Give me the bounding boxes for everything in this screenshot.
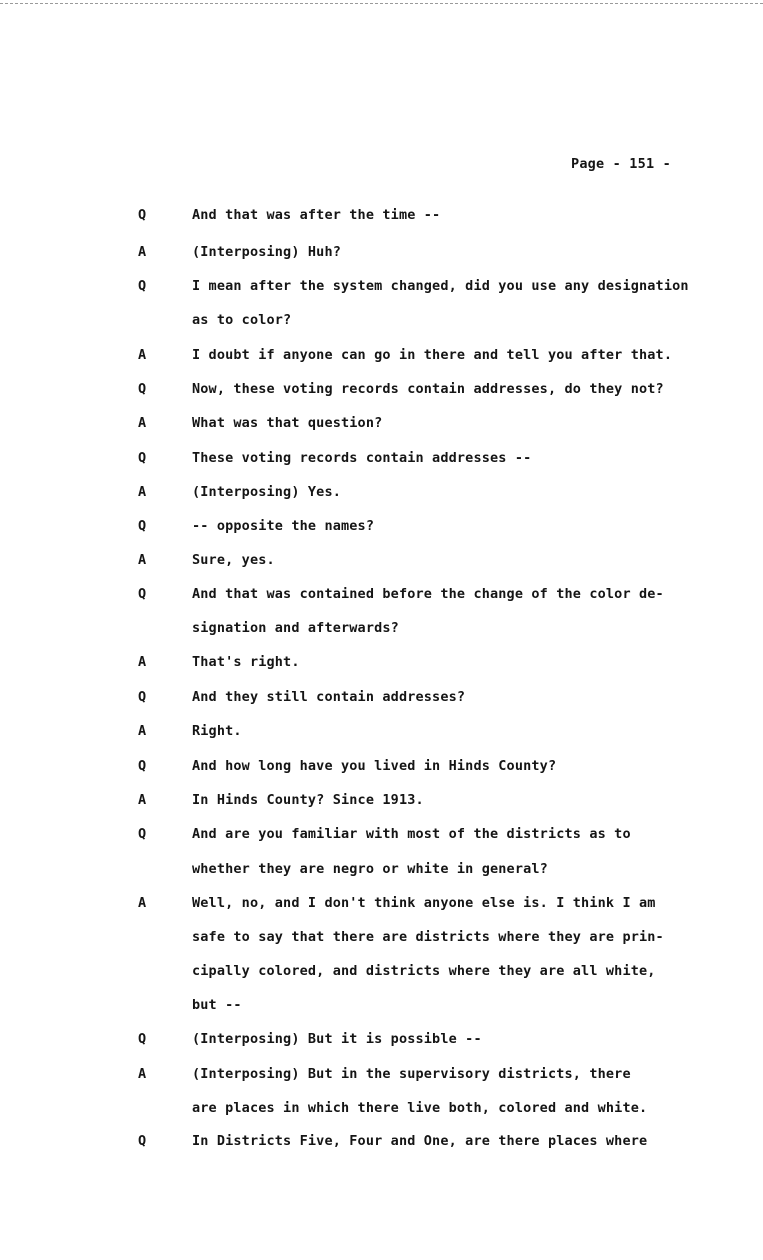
speaker-label: A [138,723,147,739]
speaker-label: A [138,895,147,911]
line-text: I mean after the system changed, did you use any designation [192,278,689,294]
speaker-label: Q [138,689,147,705]
speaker-label: Q [138,826,147,842]
line-text: Sure, yes. [192,552,275,568]
page-number: Page - 151 - [571,156,671,172]
transcript-line [0,242,763,262]
speaker-label: A [138,415,147,431]
speaker-label: Q [138,450,147,466]
transcript-line [0,1064,763,1084]
speaker-label: Q [138,381,147,397]
transcript-line [0,618,763,638]
transcript-line [0,584,763,604]
speaker-label: A [138,347,147,363]
speaker-label: A [138,792,147,808]
top-edge-rule [0,3,763,4]
transcript-line [0,276,763,296]
line-text: In Hinds County? Since 1913. [192,792,424,808]
line-text: (Interposing) Yes. [192,484,341,500]
line-text: And that was contained before the change of the color de- [192,586,664,602]
transcript-line [0,1029,763,1049]
line-text: Right. [192,723,242,739]
line-text: And they still contain addresses? [192,689,466,705]
line-text: as to color? [192,312,292,328]
speaker-label: Q [138,278,147,294]
line-text: And how long have you lived in Hinds County? [192,758,557,774]
speaker-label: Q [138,758,147,774]
transcript-line [0,205,763,225]
line-text: What was that question? [192,415,383,431]
line-text: are places in which there live both, colored and white. [192,1100,648,1116]
transcript-line [0,756,763,776]
line-text: whether they are negro or white in general? [192,861,548,877]
transcript-line [0,859,763,879]
line-text: I doubt if anyone can go in there and tell you after that. [192,347,673,363]
transcript-line [0,550,763,570]
speaker-label: A [138,654,147,670]
line-text: In Districts Five, Four and One, are there places where [192,1133,648,1149]
line-text: signation and afterwards? [192,620,399,636]
line-text: (Interposing) But in the supervisory districts, there [192,1066,631,1082]
transcript-line [0,961,763,981]
line-text: cipally colored, and districts where they are all white, [192,963,656,979]
line-text: (Interposing) But it is possible -- [192,1031,482,1047]
line-text: Well, no, and I don't think anyone else is. I think I am [192,895,656,911]
line-text: but -- [192,997,242,1013]
transcript-line [0,652,763,672]
line-text: -- opposite the names? [192,518,375,534]
transcript-line [0,448,763,468]
transcript-line [0,310,763,330]
line-text: Now, these voting records contain addresses, do they not? [192,381,664,397]
transcript-line [0,687,763,707]
transcript-line [0,721,763,741]
transcript-line [0,1098,763,1118]
line-text: safe to say that there are districts where they are prin- [192,929,664,945]
speaker-label: Q [138,1133,147,1149]
transcript-line [0,995,763,1015]
line-text: These voting records contain addresses -- [192,450,532,466]
transcript-line [0,516,763,536]
transcript-line [0,893,763,913]
transcript-line [0,824,763,844]
speaker-label: Q [138,207,147,223]
line-text: And are you familiar with most of the districts as to [192,826,631,842]
speaker-label: Q [138,518,147,534]
line-text: And that was after the time -- [192,207,441,223]
transcript-line [0,790,763,810]
transcript-line [0,927,763,947]
speaker-label: A [138,552,147,568]
speaker-label: A [138,244,147,260]
speaker-label: Q [138,586,147,602]
speaker-label: Q [138,1031,147,1047]
speaker-label: A [138,484,147,500]
speaker-label: A [138,1066,147,1082]
line-text: (Interposing) Huh? [192,244,341,260]
transcript-line [0,413,763,433]
transcript-line [0,345,763,365]
transcript-line [0,482,763,502]
line-text: That's right. [192,654,300,670]
transcript-line [0,1131,763,1151]
transcript-line [0,379,763,399]
